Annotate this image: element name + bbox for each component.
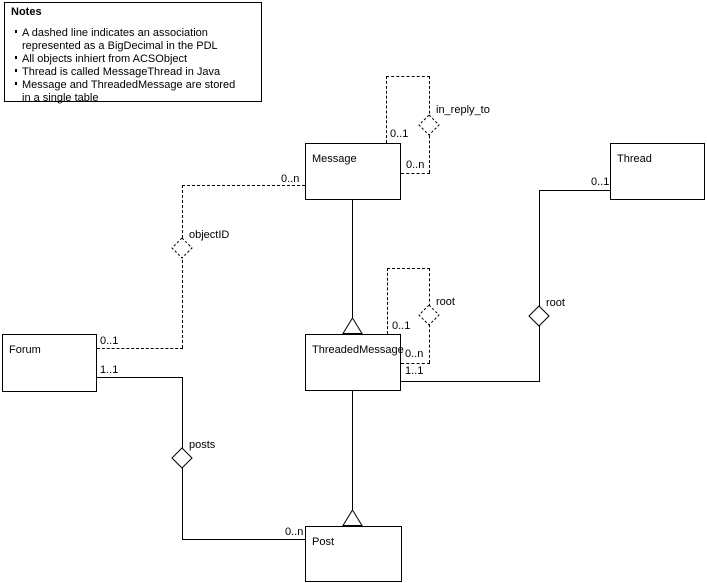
entity-thread bbox=[610, 143, 705, 200]
root-line bbox=[539, 190, 540, 381]
square-bullet-icon bbox=[15, 56, 17, 59]
note-item bbox=[15, 27, 241, 53]
posts-name-label: posts bbox=[189, 439, 216, 451]
threadedmessage-post-generalization-line bbox=[352, 391, 353, 510]
object-id-multiplicity-message: 0..n bbox=[281, 173, 300, 185]
message-threadedmessage-generalization-line bbox=[352, 200, 353, 318]
threadedmessage-generalization-triangle-icon bbox=[342, 317, 363, 335]
note-item bbox=[15, 66, 241, 79]
square-bullet-icon bbox=[15, 69, 17, 72]
in-reply-to-name-label: in_reply_to bbox=[436, 104, 490, 116]
root-self-line bbox=[401, 363, 430, 364]
note-item-text: Message and ThreadedMessage are stored in a single table bbox=[22, 79, 236, 104]
object-id-line bbox=[182, 185, 305, 186]
in-reply-to-line bbox=[401, 173, 430, 174]
root-name-label: root bbox=[546, 297, 565, 309]
root-multiplicity-threadedmessage: 1..1 bbox=[405, 365, 424, 377]
entity-threadedmessage bbox=[305, 334, 404, 391]
entity-label: Forum bbox=[9, 344, 41, 356]
posts-multiplicity-post: 0..n bbox=[285, 526, 304, 538]
in-reply-to-diamond-icon bbox=[418, 114, 440, 136]
posts-line bbox=[97, 377, 182, 378]
post-generalization-triangle-icon bbox=[342, 509, 363, 527]
entity-label: Post bbox=[312, 536, 335, 548]
object-id-multiplicity-forum: 0..1 bbox=[100, 335, 119, 347]
square-bullet-icon bbox=[15, 30, 17, 33]
in-reply-to-multiplicity-side: 0..n bbox=[406, 159, 425, 171]
posts-multiplicity-forum: 1..1 bbox=[100, 364, 119, 376]
root-line bbox=[539, 190, 610, 191]
notes-list bbox=[15, 27, 241, 105]
square-bullet-icon bbox=[15, 82, 17, 85]
object-id-name-label: objectID bbox=[189, 229, 230, 241]
root-self-multiplicity-side: 0..n bbox=[405, 348, 424, 360]
notes-panel bbox=[4, 2, 262, 102]
in-reply-to-multiplicity-top: 0..1 bbox=[390, 128, 409, 140]
entity-label: ThreadedMessage bbox=[312, 344, 404, 356]
note-item-text: A dashed line indicates an association represented as a BigDecimal in the PDL bbox=[22, 27, 218, 52]
entity-message bbox=[305, 143, 401, 200]
entity-post bbox=[305, 526, 402, 582]
root-self-line bbox=[387, 268, 388, 334]
entity-label: Thread bbox=[617, 153, 652, 165]
root-self-multiplicity-top: 0..1 bbox=[392, 320, 411, 332]
posts-line bbox=[182, 539, 305, 540]
object-id-line bbox=[182, 185, 183, 348]
note-item-text: All objects inhiert from ACSObject bbox=[22, 53, 188, 65]
entity-forum bbox=[2, 334, 97, 392]
root-line bbox=[401, 381, 540, 382]
root-self-name-label: root bbox=[436, 296, 455, 308]
in-reply-to-line bbox=[386, 76, 430, 77]
notes-title: Notes bbox=[11, 6, 42, 18]
note-item bbox=[15, 53, 241, 66]
in-reply-to-line bbox=[386, 76, 387, 143]
root-multiplicity-thread: 0..1 bbox=[591, 176, 610, 188]
entity-label: Message bbox=[312, 153, 357, 165]
note-item bbox=[15, 79, 241, 105]
root-self-line bbox=[387, 268, 430, 269]
note-item-text: Thread is called MessageThread in Java bbox=[22, 66, 221, 78]
object-id-line bbox=[97, 348, 183, 349]
